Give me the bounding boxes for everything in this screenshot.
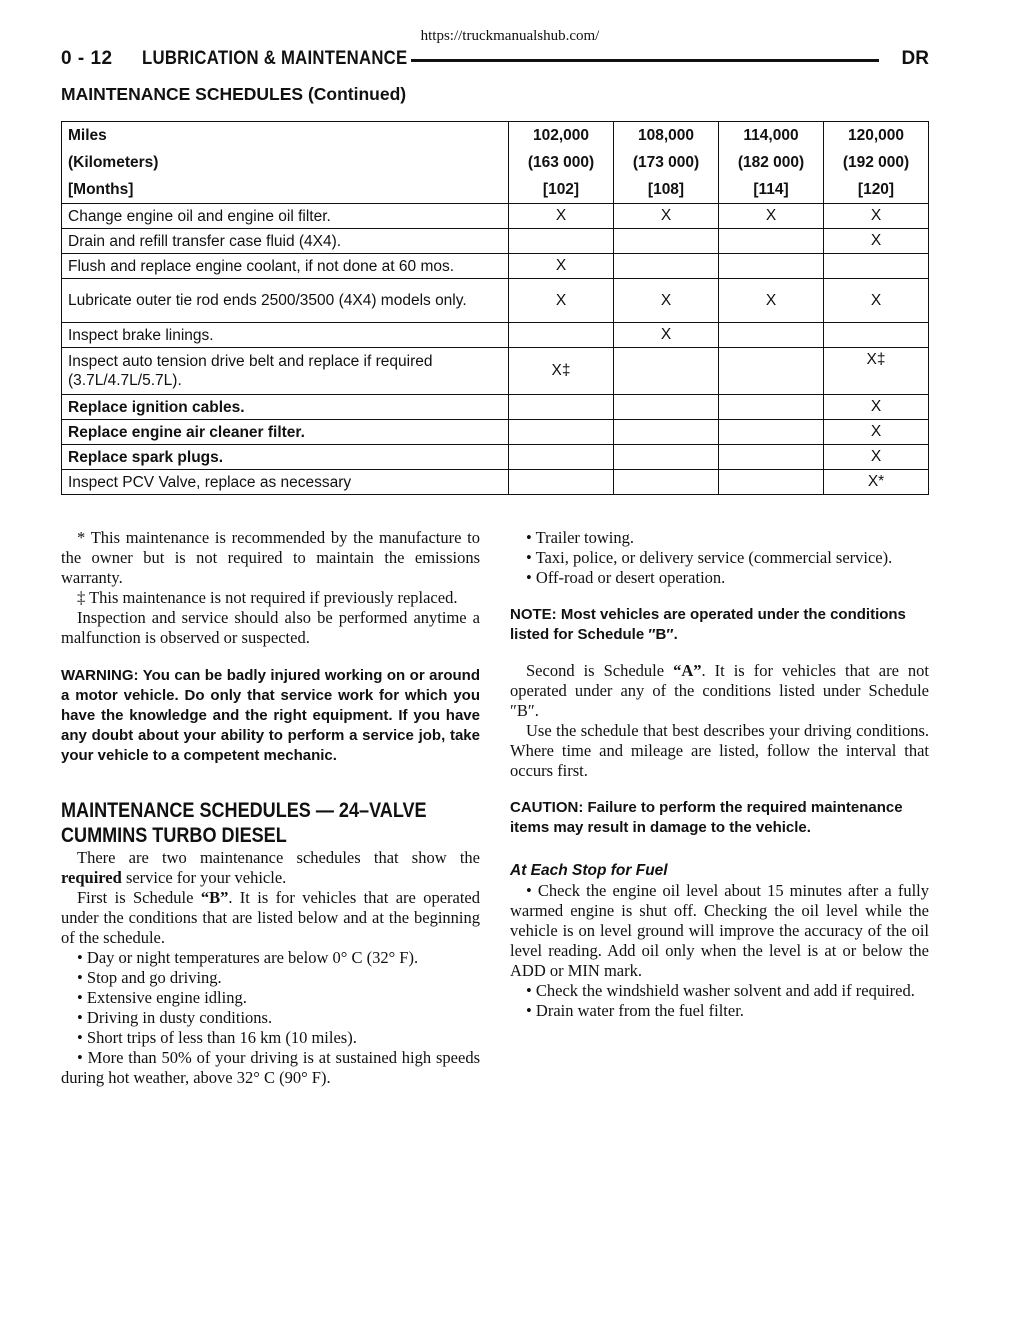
mark-cell bbox=[719, 470, 824, 495]
table-row bbox=[62, 279, 929, 323]
right-column bbox=[510, 528, 929, 1021]
mark-cell bbox=[719, 420, 824, 445]
mark-cell bbox=[719, 445, 824, 470]
left-column bbox=[61, 528, 480, 1088]
table-row bbox=[62, 204, 929, 229]
schedule-choice-paragraph: Use the schedule that best describes your driving conditions. Where time and mileage are listed, follow the interval that occurs first. bbox=[510, 721, 929, 780]
warning-text: WARNING: You can be badly injured working on or around a motor vehicle. Do only that service work for which you have the knowledge and the right equipment. If you have any doubt about your ability to perform a service job, take your vehicle to a competent mechanic. bbox=[61, 667, 480, 764]
interval-miles: 102,000 bbox=[532, 127, 590, 144]
list-item: • More than 50% of your driving is at sustained high speeds during hot weather, above 32° C (90° F). bbox=[61, 1048, 480, 1087]
table-header-row bbox=[62, 122, 929, 204]
footnote-dagger: ‡ This maintenance is not required if previously replaced. bbox=[77, 588, 458, 607]
table-row bbox=[62, 420, 929, 445]
interval-km: (192 000) bbox=[842, 154, 910, 171]
mark-cell bbox=[719, 229, 824, 254]
mark-cell bbox=[614, 348, 719, 395]
mark-cell bbox=[509, 395, 614, 420]
mark-cell bbox=[509, 229, 614, 254]
list-item: • Day or night temperatures are below 0° C (32° F). bbox=[77, 948, 419, 967]
interval-column bbox=[509, 122, 614, 204]
mark-cell: X bbox=[719, 279, 824, 323]
table-row bbox=[62, 395, 929, 420]
mark-cell bbox=[614, 445, 719, 470]
list-item: • Check the engine oil level about 15 minutes after a fully warmed engine is shut off. Checking the oil level while the vehicle is on level ground will improve the accuracy of the oil level reading. Add oil only when the level is at or below the ADD or MIN mark. bbox=[510, 881, 930, 980]
page-header bbox=[61, 48, 929, 74]
mark-cell bbox=[509, 470, 614, 495]
mark-cell bbox=[614, 395, 719, 420]
interval-miles: 108,000 bbox=[637, 127, 695, 144]
task-cell: Change engine oil and engine oil filter. bbox=[62, 204, 509, 229]
mark-cell: X bbox=[824, 445, 929, 470]
inspection-paragraph: Inspection and service should also be performed anytime a malfunction is observed or suspected. bbox=[61, 608, 480, 647]
interval-km: (163 000) bbox=[527, 154, 595, 171]
table-row bbox=[62, 229, 929, 254]
mark-cell: X bbox=[719, 204, 824, 229]
mark-cell bbox=[614, 254, 719, 279]
task-cell: Flush and replace engine coolant, if not done at 60 mos. bbox=[62, 254, 509, 279]
section-title: LUBRICATION & MAINTENANCE bbox=[142, 48, 408, 69]
interval-miles: 114,000 bbox=[743, 127, 799, 144]
mark-cell: X bbox=[614, 204, 719, 229]
table-row bbox=[62, 323, 929, 348]
mark-cell bbox=[509, 323, 614, 348]
interval-km: (182 000) bbox=[737, 154, 805, 171]
interval-miles: 120,000 bbox=[847, 127, 905, 144]
maintenance-schedule-table bbox=[61, 121, 929, 495]
mark-cell: X bbox=[824, 229, 929, 254]
mark-cell bbox=[509, 420, 614, 445]
table-row bbox=[62, 470, 929, 495]
header-rule bbox=[411, 59, 879, 62]
page-number: 0 - 12 bbox=[61, 48, 113, 69]
note-text: NOTE: Most vehicles are operated under the conditions listed for Schedule ″B″. bbox=[510, 606, 906, 643]
mark-cell: X bbox=[824, 395, 929, 420]
interval-km: (173 000) bbox=[632, 154, 700, 171]
label-months: [Months] bbox=[68, 181, 134, 198]
header-labels bbox=[62, 122, 509, 204]
mark-cell: X bbox=[824, 204, 929, 229]
mark-cell: X bbox=[509, 279, 614, 323]
mark-cell: X‡ bbox=[509, 348, 614, 395]
label-miles: Miles bbox=[68, 127, 107, 144]
mark-cell bbox=[719, 348, 824, 395]
interval-column bbox=[824, 122, 929, 204]
interval-column bbox=[719, 122, 824, 204]
schedule-a-paragraph: Second is Schedule “A”. It is for vehicles that are not operated under any of the conditions listed under Schedule ″B″. bbox=[510, 661, 929, 720]
source-url[interactable]: https://truckmanualshub.com/ bbox=[420, 28, 600, 44]
list-item: • Short trips of less than 16 km (10 miles). bbox=[77, 1028, 357, 1047]
task-cell: Inspect auto tension drive belt and replace if required (3.7L/4.7L/5.7L). bbox=[62, 348, 509, 395]
mark-cell: X bbox=[824, 279, 929, 323]
interval-months: [114] bbox=[753, 181, 789, 198]
interval-months: [120] bbox=[857, 181, 895, 198]
interval-column bbox=[614, 122, 719, 204]
label-kilometers: (Kilometers) bbox=[68, 154, 159, 171]
mark-cell: X bbox=[509, 254, 614, 279]
mark-cell bbox=[614, 470, 719, 495]
list-item: • Trailer towing. bbox=[526, 528, 634, 547]
mark-cell bbox=[719, 395, 824, 420]
fuel-stop-heading: At Each Stop for Fuel bbox=[510, 862, 668, 879]
mark-cell: X bbox=[824, 420, 929, 445]
mark-cell: X bbox=[509, 204, 614, 229]
table-row bbox=[62, 445, 929, 470]
model-code: DR bbox=[901, 48, 929, 69]
mark-cell: X* bbox=[824, 470, 929, 495]
task-cell: Replace ignition cables. bbox=[62, 395, 509, 420]
mark-cell bbox=[614, 229, 719, 254]
schedules-intro: There are two maintenance schedules that show the required service for your vehicle. bbox=[61, 848, 480, 887]
task-cell: Drain and refill transfer case fluid (4X4). bbox=[62, 229, 509, 254]
task-cell: Inspect PCV Valve, replace as necessary bbox=[62, 470, 509, 495]
mark-cell bbox=[719, 323, 824, 348]
list-item: • Stop and go driving. bbox=[77, 968, 222, 987]
interval-months: [102] bbox=[542, 181, 580, 198]
table-row bbox=[62, 254, 929, 279]
list-item: • Driving in dusty conditions. bbox=[77, 1008, 273, 1027]
task-cell: Replace engine air cleaner filter. bbox=[62, 420, 509, 445]
mark-cell bbox=[719, 254, 824, 279]
task-cell: Inspect brake linings. bbox=[62, 323, 509, 348]
task-cell: Replace spark plugs. bbox=[62, 445, 509, 470]
footnote-asterisk: * This maintenance is recommended by the manufacture to the owner but is not required to maintain the emissions warranty. bbox=[61, 528, 480, 587]
mark-cell: X bbox=[614, 323, 719, 348]
section-heading: MAINTENANCE SCHEDULES — 24–VALVE CUMMINS TURBO DIESEL bbox=[61, 799, 427, 847]
schedule-b-paragraph: First is Schedule “B”. It is for vehicles that are operated under the conditions that are listed below and at the beginning of the schedule. bbox=[61, 888, 480, 947]
interval-months: [108] bbox=[647, 181, 685, 198]
mark-cell: X‡ bbox=[824, 348, 929, 395]
list-item: • Check the windshield washer solvent and add if required. bbox=[526, 981, 915, 1000]
table-row bbox=[62, 348, 929, 395]
list-item: • Extensive engine idling. bbox=[77, 988, 247, 1007]
list-item: • Off-road or desert operation. bbox=[526, 568, 726, 587]
task-cell: Lubricate outer tie rod ends 2500/3500 (4X4) models only. bbox=[62, 279, 509, 323]
mark-cell bbox=[824, 254, 929, 279]
page-subheading: MAINTENANCE SCHEDULES (Continued) bbox=[61, 84, 407, 104]
list-item: • Drain water from the fuel filter. bbox=[526, 1001, 744, 1020]
caution-text: CAUTION: Failure to perform the required maintenance items may result in damage to the vehicle. bbox=[510, 799, 903, 836]
mark-cell bbox=[824, 323, 929, 348]
mark-cell bbox=[614, 420, 719, 445]
list-item: • Taxi, police, or delivery service (commercial service). bbox=[526, 548, 893, 567]
mark-cell: X bbox=[614, 279, 719, 323]
mark-cell bbox=[509, 445, 614, 470]
